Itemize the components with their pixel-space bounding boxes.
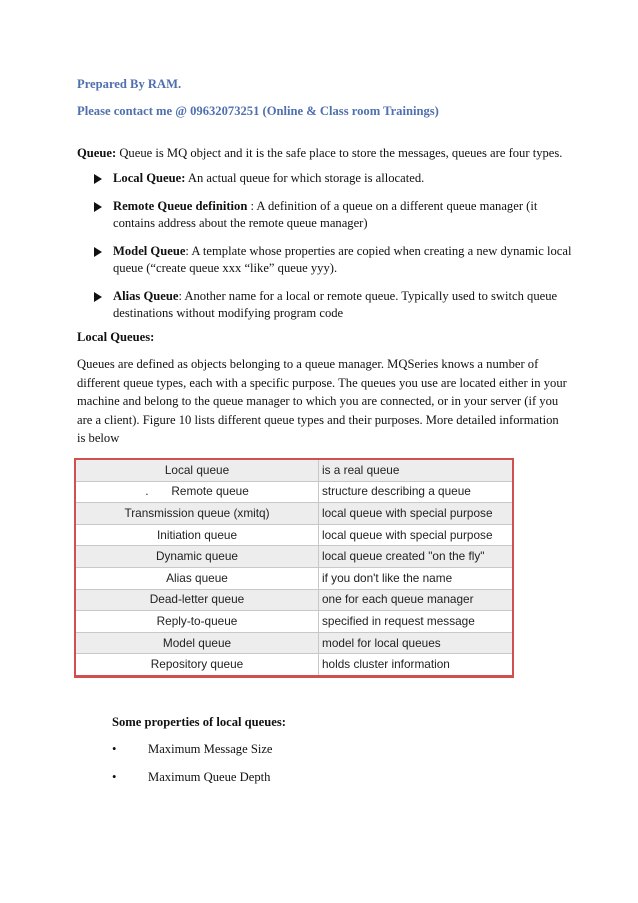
queue-type-cell: . Remote queue — [75, 481, 319, 503]
arrow-bullet-icon — [94, 292, 102, 302]
property-label: Maximum Queue Depth — [148, 770, 271, 784]
properties-heading: Some properties of local queues: — [112, 715, 286, 729]
bullet-dot: • — [112, 742, 117, 756]
queue-type-cell: Model queue — [75, 632, 319, 654]
list-item-text: : Another name for a local or remote queue. Typically used to switch queue destinations without modifying program code — [113, 289, 558, 320]
queue-types-table — [74, 458, 514, 678]
bullet-dot: • — [112, 770, 117, 784]
list-item — [112, 769, 270, 786]
list-item-text: : A definition of a queue on a different queue manager (it contains address about the remote queue manager) — [113, 199, 538, 230]
table-row — [75, 503, 513, 525]
table-row — [75, 481, 513, 503]
queue-purpose-cell: holds cluster information — [319, 654, 514, 677]
queue-purpose-cell: is a real queue — [319, 459, 514, 481]
queue-purpose-cell: local queue with special purpose — [319, 503, 514, 525]
list-item-term: Model Queue — [113, 244, 186, 258]
list-item-term: Local Queue: — [113, 171, 186, 185]
table-row — [75, 611, 513, 633]
queue-type-cell: Repository queue — [75, 654, 319, 677]
list-item — [94, 243, 574, 277]
list-item — [94, 288, 574, 322]
local-queues-heading: Local Queues: — [77, 330, 155, 344]
list-item-term: Alias Queue — [113, 289, 179, 303]
list-item — [94, 170, 574, 187]
queue-intro-text: Queue is MQ object and it is the safe place to store the messages, queues are four types. — [116, 146, 563, 160]
arrow-bullet-icon — [94, 202, 102, 212]
queue-type-cell: Dead-letter queue — [75, 589, 319, 611]
queue-purpose-cell: local queue created "on the fly" — [319, 546, 514, 568]
queue-intro — [77, 145, 577, 162]
prepared-by-line: Prepared By RAM. — [77, 77, 182, 91]
queue-purpose-cell: local queue with special purpose — [319, 524, 514, 546]
queue-purpose-cell: one for each queue manager — [319, 589, 514, 611]
queue-type-cell: Transmission queue (xmitq) — [75, 503, 319, 525]
queue-type-cell: Reply-to-queue — [75, 611, 319, 633]
arrow-bullet-icon — [94, 174, 102, 184]
table-row — [75, 459, 513, 481]
queue-purpose-cell: structure describing a queue — [319, 481, 514, 503]
contact-line: Please contact me @ 09632073251 (Online & Class room Trainings) — [77, 104, 439, 118]
arrow-bullet-icon — [94, 247, 102, 257]
local-queues-paragraph-tail: is below — [77, 431, 120, 445]
table-row — [75, 567, 513, 589]
list-item — [94, 198, 574, 232]
property-label: Maximum Message Size — [148, 742, 273, 756]
table-row — [75, 589, 513, 611]
local-queues-paragraph: Queues are defined as objects belonging to a queue manager. MQSeries knows a number of different queue types, each with a specific purpose. The queues you use are located either in your machine and belong to the queue manager to which you are connected, or in your server (if you are a client). Figure 10 lists different queue types and their purposes. More detailed information — [77, 357, 567, 427]
queue-purpose-cell: specified in request message — [319, 611, 514, 633]
queue-purpose-cell: model for local queues — [319, 632, 514, 654]
list-item — [112, 741, 273, 758]
queue-term: Queue: — [77, 146, 117, 160]
list-item-text: An actual queue for which storage is allocated. — [185, 171, 425, 185]
list-item-term: Remote Queue definition — [113, 199, 248, 213]
table-row — [75, 654, 513, 677]
queue-type-cell: Alias queue — [75, 567, 319, 589]
queue-type-cell: Local queue — [75, 459, 319, 481]
queue-purpose-cell: if you don't like the name — [319, 567, 514, 589]
table-row — [75, 524, 513, 546]
table-row — [75, 632, 513, 654]
queue-type-cell: Dynamic queue — [75, 546, 319, 568]
table-row — [75, 546, 513, 568]
queue-types-list — [94, 170, 574, 333]
list-item-text: : A template whose properties are copied when creating a new dynamic local queue (“create queue xxx “like” queue yyy). — [113, 244, 572, 275]
queue-type-cell: Initiation queue — [75, 524, 319, 546]
